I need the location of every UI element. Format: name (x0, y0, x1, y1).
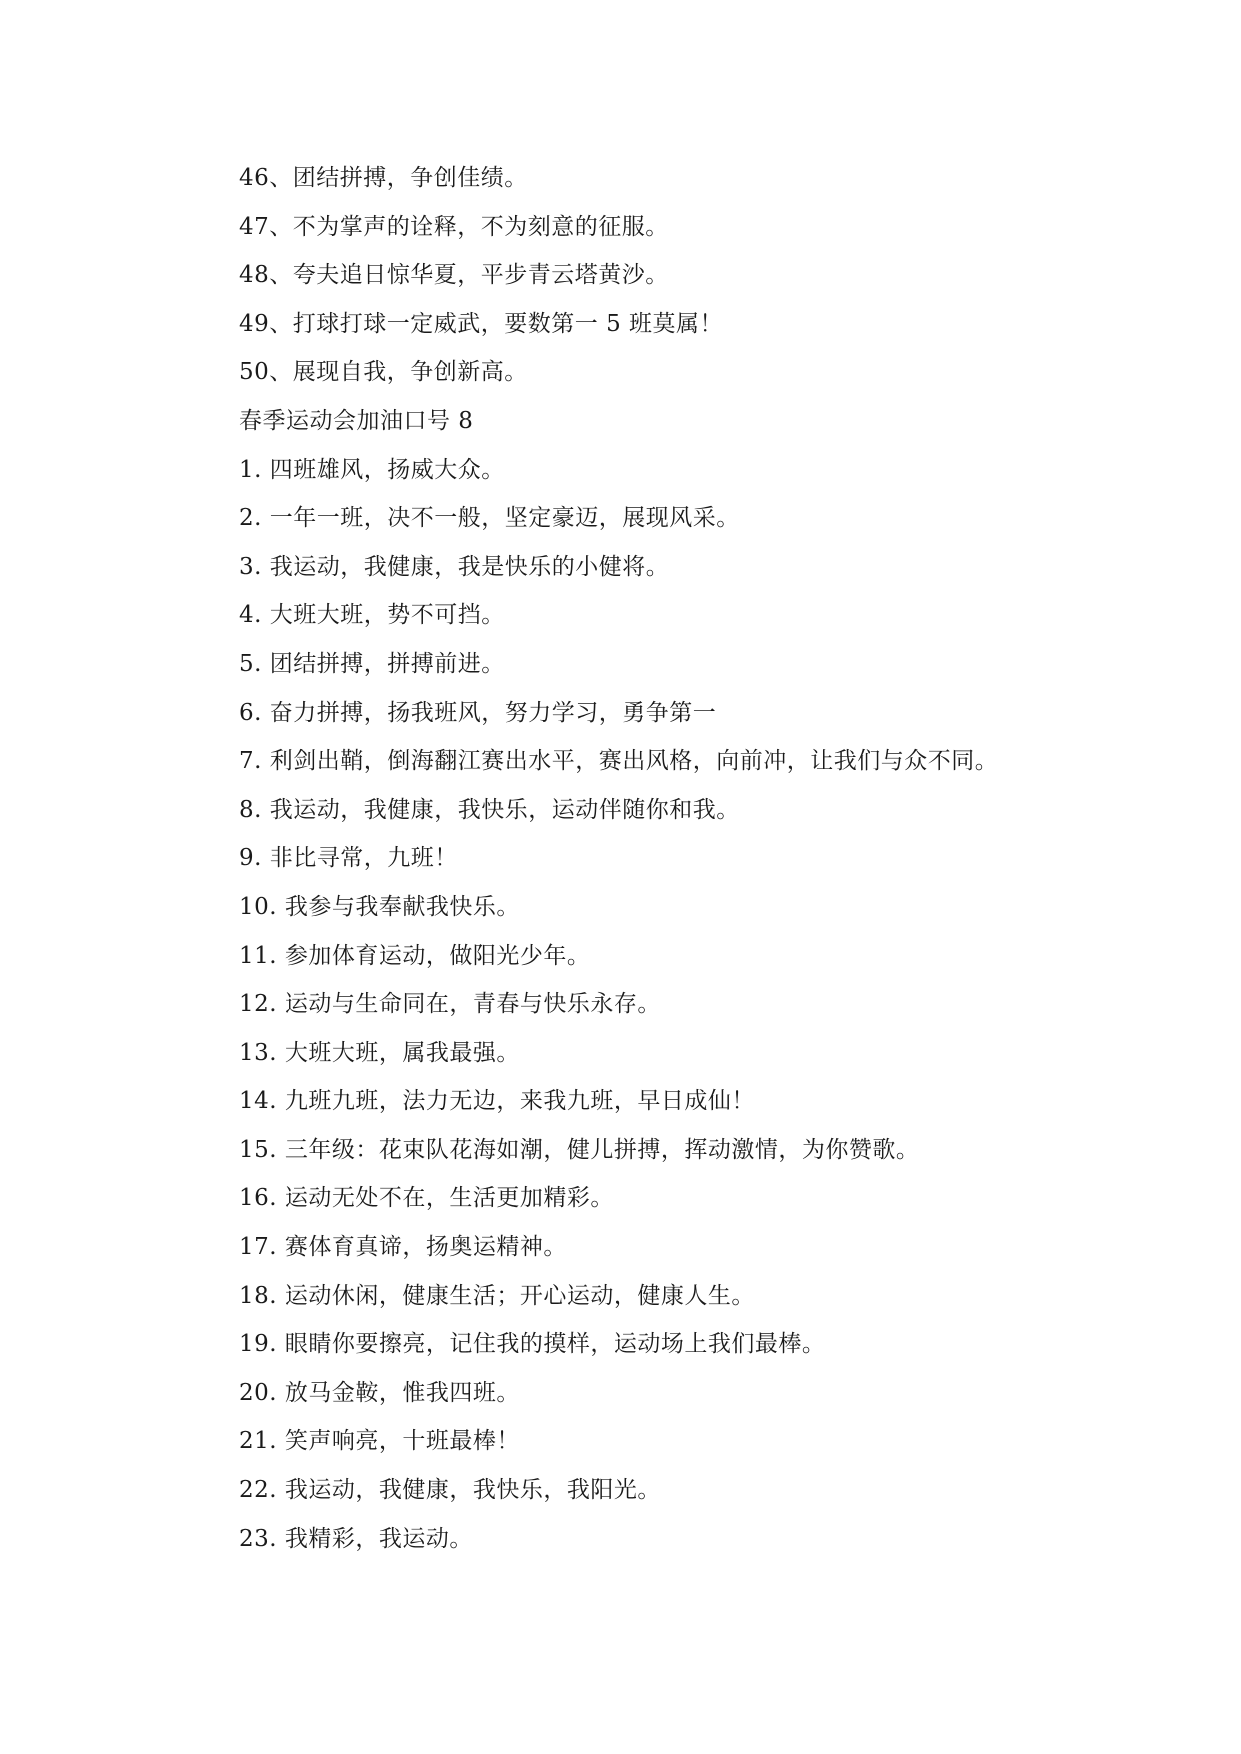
section-heading: 春季运动会加油口号 8 (239, 407, 474, 434)
slogan-line: 5. 团结拼搏，拼搏前进。 (239, 650, 505, 677)
slogan-line: 10. 我参与我奉献我快乐。 (239, 893, 520, 920)
slogan-line: 8. 我运动，我健康，我快乐，运动伴随你和我。 (239, 796, 740, 823)
slogan-line: 20. 放马金鞍，惟我四班。 (239, 1379, 520, 1406)
slogan-line: 22. 我运动，我健康，我快乐，我阳光。 (239, 1477, 661, 1504)
slogan-line: 46、团结拼搏，争创佳绩。 (239, 165, 528, 191)
slogan-line: 15. 三年级：花束队花海如潮，健儿拼搏，挥动激情，为你赞歌。 (239, 1136, 920, 1163)
slogan-line: 13. 大班大班，属我最强。 (239, 1039, 520, 1066)
slogan-line: 23. 我精彩，我运动。 (239, 1525, 473, 1552)
slogan-line: 47、不为掌声的诠释，不为刻意的征服。 (239, 213, 669, 240)
slogan-line: 9. 非比寻常，九班！ (239, 845, 458, 872)
slogan-line: 2. 一年一班，决不一般，坚定豪迈，展现风采。 (239, 505, 740, 532)
slogan-line: 48、夸夫追日惊华夏，平步青云塔黄沙。 (239, 262, 669, 289)
slogan-line: 6. 奋力拼搏，扬我班风，努力学习，勇争第一 (239, 699, 717, 726)
slogan-line: 49、打球打球一定威武，要数第一 5 班莫属！ (239, 310, 724, 337)
slogan-line: 7. 利剑出鞘，倒海翻江赛出水平，赛出风格，向前冲，让我们与众不同。 (239, 748, 999, 775)
slogan-line: 17. 赛体育真谛，扬奥运精神。 (239, 1234, 567, 1261)
slogan-line: 21. 笑声响亮，十班最棒！ (239, 1428, 520, 1455)
slogan-line: 18. 运动休闲，健康生活；开心运动，健康人生。 (239, 1282, 755, 1309)
slogan-line: 14. 九班九班，法力无边，来我九班，早日成仙！ (239, 1088, 755, 1115)
slogan-line: 16. 运动无处不在，生活更加精彩。 (239, 1185, 614, 1212)
slogan-line: 12. 运动与生命同在，青春与快乐永存。 (239, 991, 661, 1018)
slogan-line: 4. 大班大班，势不可挡。 (239, 602, 505, 629)
slogan-line: 1. 四班雄风，扬威大众。 (239, 456, 505, 483)
slogan-line: 50、展现自我，争创新高。 (239, 359, 528, 386)
slogan-line: 19. 眼睛你要擦亮，记住我的摸样，运动场上我们最棒。 (239, 1331, 826, 1358)
slogan-line: 3. 我运动，我健康，我是快乐的小健将。 (239, 553, 670, 580)
slogan-line: 11. 参加体育运动，做阳光少年。 (239, 942, 591, 969)
document-body (239, 154, 1139, 1563)
